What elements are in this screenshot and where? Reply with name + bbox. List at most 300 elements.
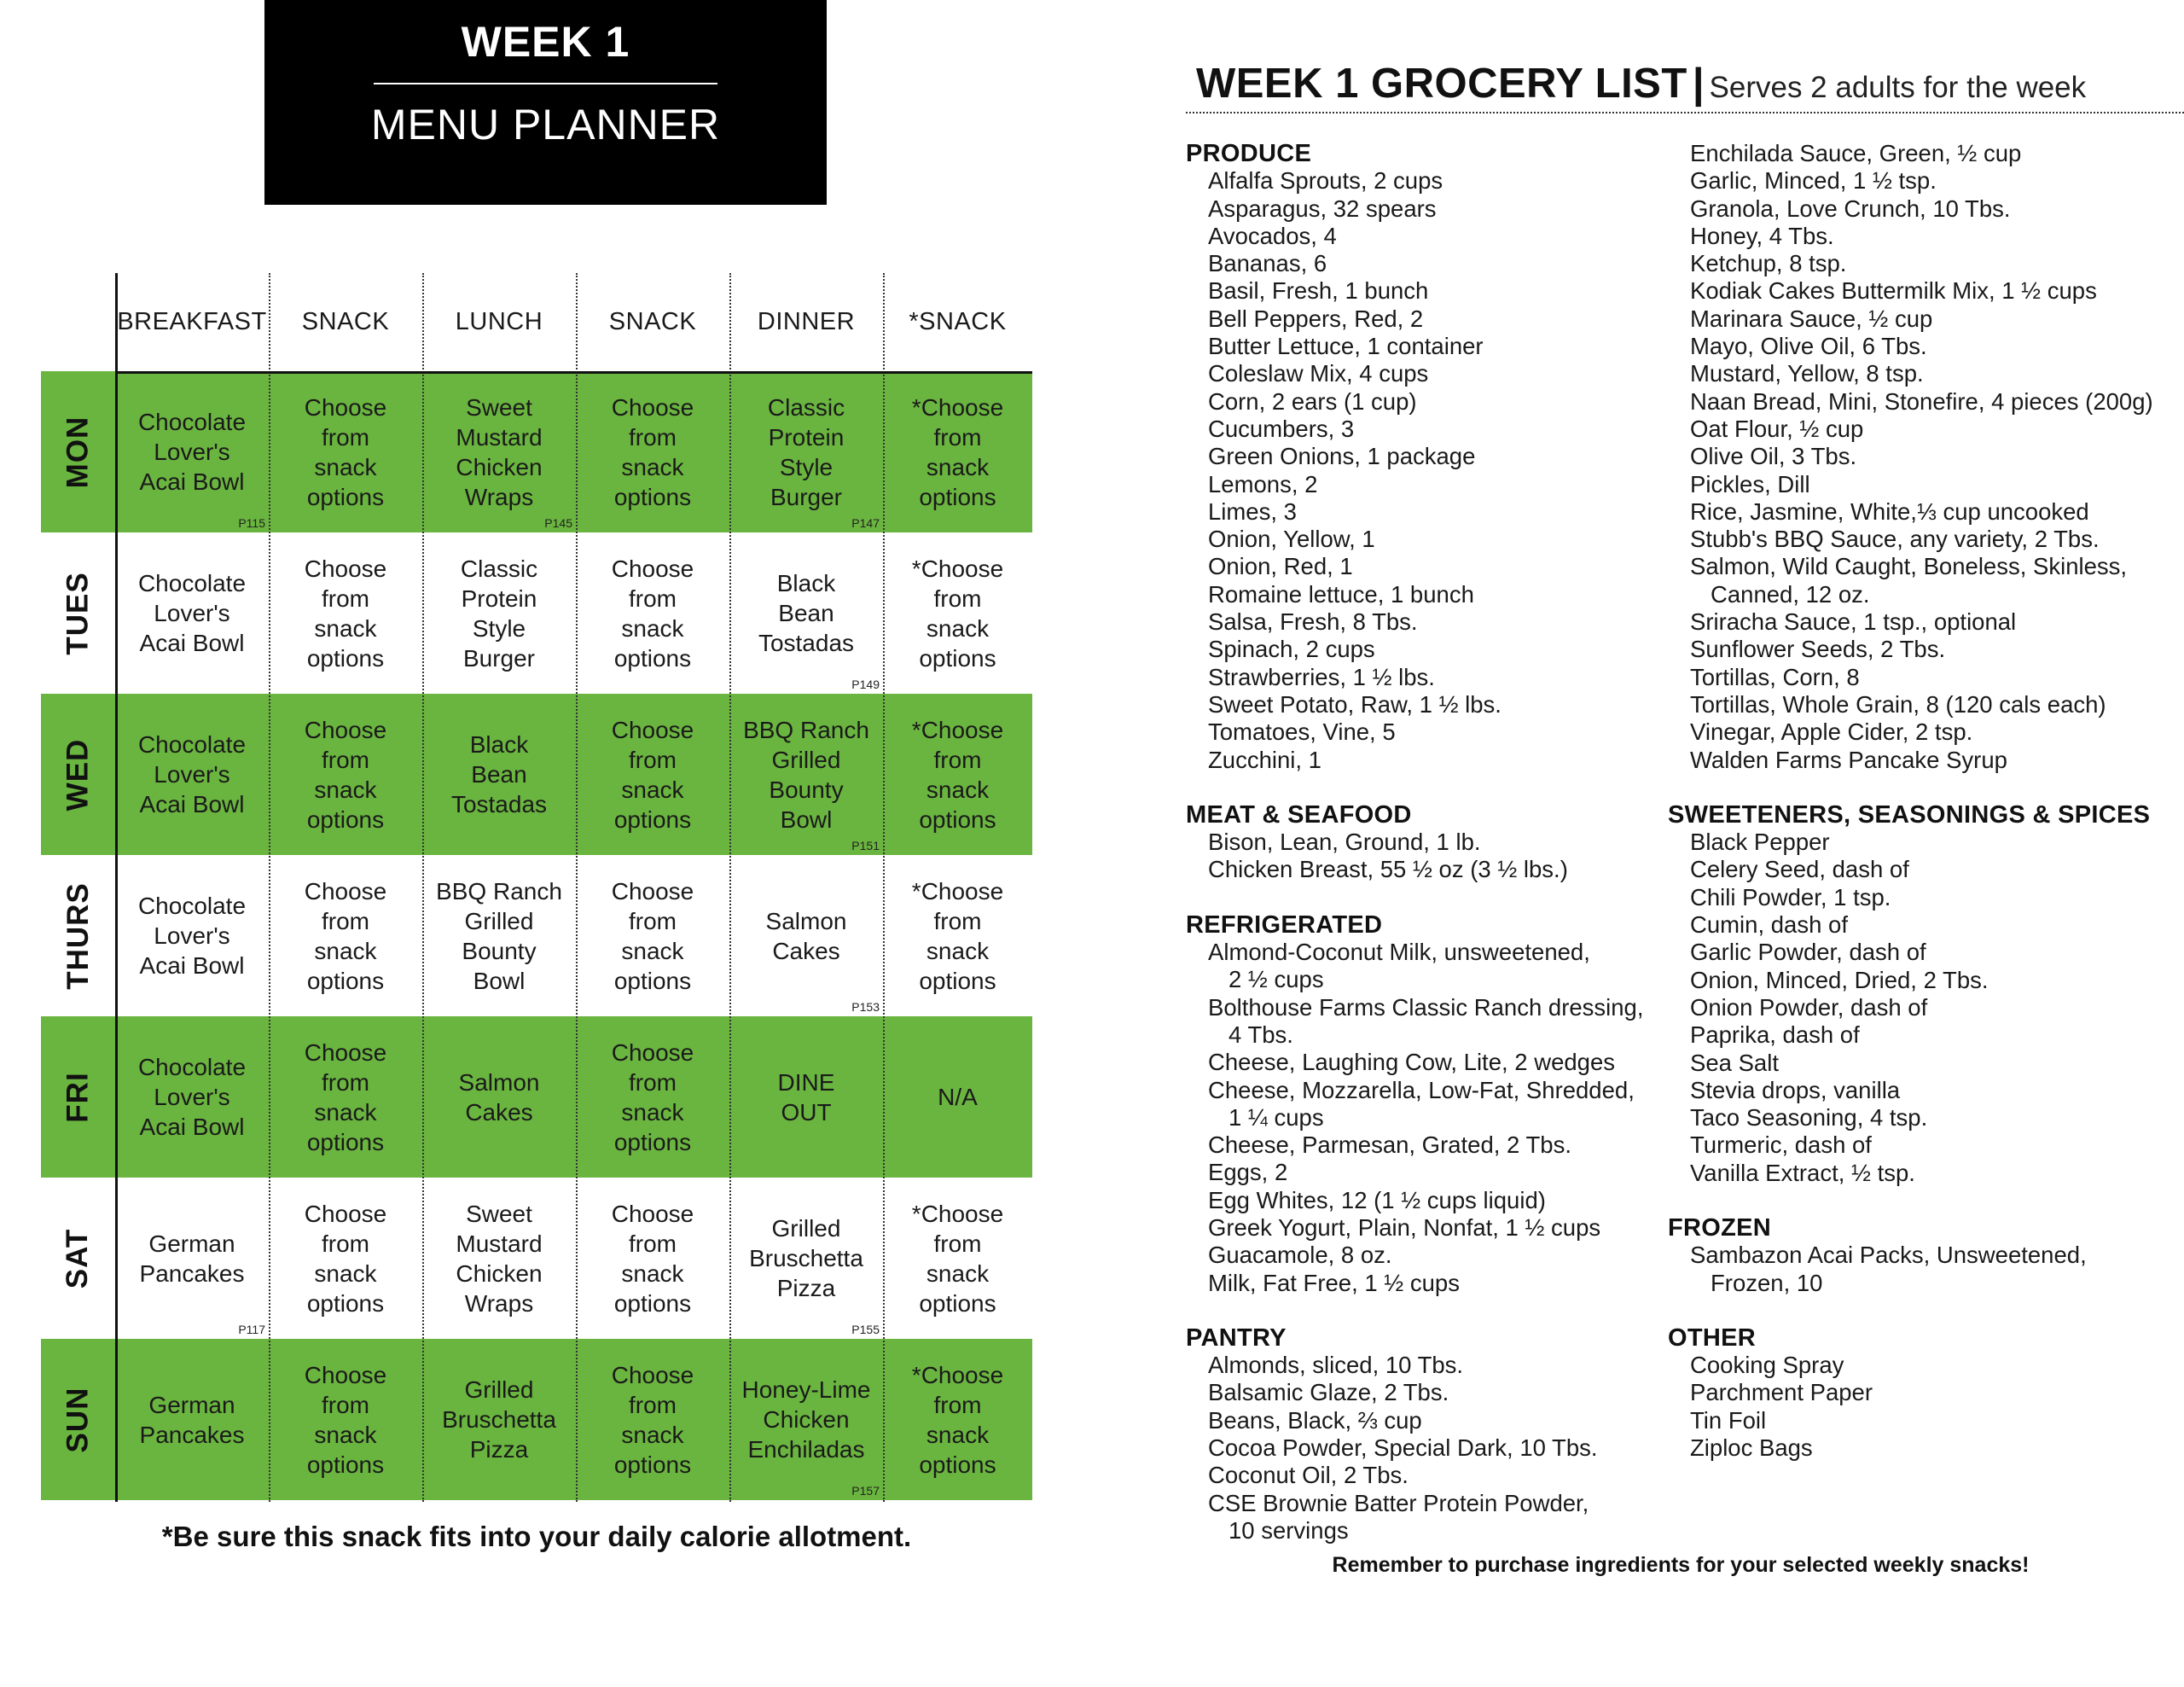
grocery-item [1186, 1434, 1681, 1462]
meal-text: BBQ Ranch Grilled Bounty Bowl [743, 716, 869, 833]
grocery-item-text: Oat Flour, ½ cup [1690, 415, 1864, 442]
meal-cell [422, 694, 576, 855]
grocery-item-text: Tin Foil [1690, 1406, 1767, 1434]
column-header: SNACK [301, 308, 390, 335]
grocery-section [1668, 1324, 2180, 1462]
grocery-item-text: Bell Peppers, Red, 2 [1208, 305, 1424, 332]
grocery-item [1668, 526, 2180, 553]
grocery-item [1186, 195, 1681, 223]
grocery-item [1186, 608, 1681, 636]
day-name: TUES [61, 571, 95, 655]
grocery-item [1186, 1159, 1681, 1186]
meal-text: Choose from snack options [304, 1038, 387, 1155]
grocery-title-line [1196, 60, 2086, 108]
grocery-item [1668, 305, 2180, 333]
grocery-item-text: Avocados, 4 [1208, 222, 1337, 249]
grocery-item [1186, 498, 1681, 526]
grocery-item-text: Cheese, Parmesan, Grated, 2 Tbs. [1208, 1131, 1571, 1159]
column-header: DINNER [757, 308, 856, 335]
title-divider [374, 83, 717, 84]
grocery-item [1668, 250, 2180, 277]
grocery-item-text: Chicken Breast, 55 ½ oz (3 ½ lbs.) [1208, 856, 1568, 883]
meal-cell [422, 371, 576, 532]
meal-cell [115, 371, 269, 532]
column-header: BREAKFAST [117, 308, 267, 335]
meal-cell [883, 371, 1032, 532]
grocery-item-text: Black Pepper [1690, 829, 1830, 856]
meal-text: Choose from snack options [611, 393, 694, 510]
grocery-item-continuation: 4 Tbs. [1228, 1021, 1293, 1048]
day-label [41, 1016, 115, 1178]
grocery-item [1186, 1049, 1681, 1076]
grocery-title: WEEK 1 GROCERY LIST [1196, 61, 1687, 107]
grocery-item-text: Stubb's BBQ Sauce, any variety, 2 Tbs. [1690, 526, 2100, 553]
grocery-item-continuation: Frozen, 10 [1711, 1269, 1823, 1296]
grocery-item-text: Granola, Love Crunch, 10 Tbs. [1690, 195, 2011, 222]
meal-cell [883, 1339, 1032, 1500]
grocery-item [1668, 1021, 2180, 1049]
grocery-item-text: Corn, 2 ears (1 cup) [1208, 387, 1417, 415]
day-label [41, 371, 115, 532]
meal-cell [422, 1016, 576, 1178]
grocery-item-text: Stevia drops, vanilla [1690, 1076, 1901, 1103]
meal-text: Choose from snack options [304, 1361, 387, 1478]
meal-cell [576, 532, 729, 694]
meal-cell [269, 855, 422, 1016]
grocery-item [1186, 1270, 1681, 1297]
grocery-item-text: Enchilada Sauce, Green, ½ cup [1690, 140, 2022, 166]
grocery-item-text: Ketchup, 8 tsp. [1690, 250, 1847, 277]
meal-text: Chocolate Lover's Acai Bowl [137, 570, 247, 656]
meal-text: *Choose from snack options [911, 877, 1004, 994]
grocery-item-text: Beans, Black, ⅔ cup [1208, 1406, 1422, 1434]
grocery-item [1668, 939, 2180, 966]
meal-text: Choose from snack options [304, 1200, 387, 1317]
meal-cell [576, 694, 729, 855]
grocery-item-text: Eggs, 2 [1208, 1159, 1288, 1186]
meal-text: Salmon Cakes [765, 907, 847, 964]
grocery-item [1668, 664, 2180, 691]
grocery-item [1186, 829, 1681, 856]
meal-cell [269, 1178, 422, 1339]
grocery-item-text: Bananas, 6 [1208, 250, 1327, 277]
grocery-item-text: Garlic Powder, dash of [1690, 939, 1926, 966]
section-heading: OTHER [1668, 1323, 1756, 1352]
grocery-item [1668, 636, 2180, 663]
grocery-item [1186, 664, 1681, 691]
grocery-item [1186, 1379, 1681, 1406]
meal-text: Choose from snack options [304, 716, 387, 833]
grocery-item [1186, 471, 1681, 498]
meal-cell [269, 532, 422, 694]
day-name: SAT [61, 1228, 95, 1289]
grocery-column-left [1186, 140, 1681, 1572]
grocery-section [1668, 801, 2180, 1187]
meal-text: Grilled Bruschetta Pizza [442, 1376, 556, 1463]
grocery-item [1186, 416, 1681, 443]
grocery-item-text: Rice, Jasmine, White,⅓ cup uncooked [1690, 497, 2089, 525]
meal-text: DINE OUT [777, 1068, 835, 1126]
grocery-item [1186, 1462, 1681, 1489]
grocery-item [1668, 1352, 2180, 1379]
menu-title-box [264, 0, 827, 205]
grocery-item [1668, 884, 2180, 911]
recipe-page-ref: P115 [238, 516, 265, 530]
snack-footnote: *Be sure this snack fits into your daily calorie allotment. [161, 1521, 912, 1552]
grocery-section [1668, 1214, 2180, 1297]
grocery-item-text: Green Onions, 1 package [1208, 443, 1476, 470]
grocery-item-continuation: 2 ½ cups [1228, 966, 1324, 993]
grocery-item [1668, 829, 2180, 856]
grocery-item-text: Pickles, Dill [1690, 470, 1810, 497]
grocery-item [1186, 223, 1681, 250]
grocery-item [1668, 608, 2180, 636]
meal-text: Choose from snack options [611, 877, 694, 994]
grocery-item-text: Tomatoes, Vine, 5 [1208, 718, 1396, 746]
grocery-item-text: Mustard, Yellow, 8 tsp. [1690, 360, 1924, 387]
grocery-item-text: Honey, 4 Tbs. [1690, 222, 1834, 249]
grocery-item [1186, 277, 1681, 305]
grocery-item-text: Onion, Red, 1 [1208, 553, 1353, 580]
grocery-item-text: Milk, Fat Free, 1 ½ cups [1208, 1269, 1460, 1296]
meal-text: *Choose from snack options [911, 393, 1004, 510]
day-name: THURS [61, 881, 95, 990]
meal-text: Choose from snack options [611, 555, 694, 672]
meal-cell [729, 1016, 883, 1178]
grocery-item [1668, 360, 2180, 387]
grocery-item [1668, 1160, 2180, 1187]
week-label: WEEK 1 [461, 18, 630, 66]
meal-cell [729, 1178, 883, 1339]
grocery-item [1668, 856, 2180, 883]
grocery-item [1186, 526, 1681, 553]
meal-text: Sweet Mustard Chicken Wraps [456, 393, 543, 510]
grocery-item [1186, 443, 1681, 470]
meal-cell [115, 1178, 269, 1339]
meal-cell [115, 694, 269, 855]
grocery-item-text: Ziploc Bags [1690, 1434, 1813, 1462]
grocery-item [1186, 305, 1681, 333]
recipe-page-ref: P149 [851, 678, 880, 691]
grocery-item [1186, 581, 1681, 608]
grocery-item-text: Almonds, sliced, 10 Tbs. [1208, 1352, 1464, 1379]
grocery-item [1186, 691, 1681, 718]
meal-text: Chocolate Lover's Acai Bowl [137, 1054, 247, 1140]
grocery-item [1668, 747, 2180, 774]
column-header: *SNACK [909, 308, 1007, 335]
grocery-item [1186, 250, 1681, 277]
grocery-item [1186, 939, 1681, 994]
grocery-item [1186, 1352, 1681, 1379]
grocery-section [1186, 801, 1681, 884]
grocery-item [1668, 994, 2180, 1021]
grocery-item [1668, 718, 2180, 746]
menu-planner-title: MENU PLANNER [370, 101, 721, 148]
grocery-item-text: Taco Seasoning, 4 tsp. [1690, 1104, 1928, 1131]
meal-text: Choose from snack options [304, 393, 387, 510]
grocery-item-text: Strawberries, 1 ½ lbs. [1208, 663, 1435, 690]
meal-text: Chocolate Lover's Acai Bowl [137, 409, 247, 495]
meal-text: Choose from snack options [304, 877, 387, 994]
grocery-item [1186, 553, 1681, 580]
grocery-item [1668, 195, 2180, 223]
meal-text: BBQ Ranch Grilled Bounty Bowl [436, 877, 562, 994]
column-divider [729, 273, 731, 1502]
grocery-item [1186, 636, 1681, 663]
grocery-item [1668, 1407, 2180, 1434]
grocery-item [1668, 140, 2180, 167]
grocery-item-text: Cocoa Powder, Special Dark, 10 Tbs. [1208, 1434, 1598, 1462]
meal-cell [269, 371, 422, 532]
grocery-item-text: Cheese, Mozzarella, Low-Fat, Shredded, [1208, 1076, 1635, 1103]
day-label [41, 855, 115, 1016]
day-name: SUN [61, 1387, 95, 1452]
meal-text: Chocolate Lover's Acai Bowl [137, 731, 247, 817]
grocery-item-text: Butter Lettuce, 1 container [1208, 333, 1484, 360]
meal-text: *Choose from snack options [911, 555, 1004, 672]
grocery-item [1668, 691, 2180, 718]
day-name: MON [61, 416, 95, 488]
grocery-item [1186, 1077, 1681, 1132]
grocery-item-text: Asparagus, 32 spears [1208, 195, 1437, 222]
meal-text: Classic Protein Style Burger [460, 555, 538, 672]
grocery-section [1186, 140, 1681, 774]
section-heading: PANTRY [1186, 1323, 1287, 1352]
recipe-page-ref: P153 [851, 1000, 880, 1014]
day-label [41, 1339, 115, 1500]
grocery-item-text: Sunflower Seeds, 2 Tbs. [1690, 636, 1946, 663]
meal-cell [883, 694, 1032, 855]
meal-cell [883, 1178, 1032, 1339]
grocery-item-text: Garlic, Minced, 1 ½ tsp. [1690, 167, 1937, 195]
grocery-item [1186, 1131, 1681, 1159]
grocery-item-text: Sriracha Sauce, 1 tsp., optional [1690, 608, 2017, 636]
grocery-item-text: Zucchini, 1 [1208, 746, 1321, 773]
grocery-section [1186, 911, 1681, 1297]
grocery-item-text: Paprika, dash of [1690, 1021, 1860, 1049]
grocery-item-text: Chili Powder, 1 tsp. [1690, 883, 1891, 910]
meal-text: Black Bean Tostadas [758, 570, 855, 656]
grocery-item-text: Vinegar, Apple Cider, 2 tsp. [1690, 718, 1973, 746]
grocery-item [1186, 1187, 1681, 1214]
meal-cell [269, 694, 422, 855]
grocery-item [1668, 1077, 2180, 1104]
meal-cell [729, 532, 883, 694]
meal-text: *Choose from snack options [911, 716, 1004, 833]
grocery-column-right [1668, 140, 2180, 1489]
meal-cell [883, 532, 1032, 694]
grocery-item-continuation: 10 servings [1228, 1516, 1349, 1544]
grocery-item-text: Spinach, 2 cups [1208, 636, 1375, 663]
grocery-item-text: Tortillas, Corn, 8 [1690, 663, 1860, 690]
meal-text: German Pancakes [139, 1230, 245, 1287]
grocery-item-text: Onion, Yellow, 1 [1208, 526, 1375, 553]
grocery-item [1668, 416, 2180, 443]
meal-text: Honey-Lime Chicken Enchiladas [741, 1376, 871, 1463]
grocery-item-text: Salsa, Fresh, 8 Tbs. [1208, 608, 1418, 636]
meal-text: Sweet Mustard Chicken Wraps [456, 1200, 543, 1317]
meal-text: German Pancakes [139, 1391, 245, 1448]
title-separator: | [1692, 61, 1705, 107]
grocery-item [1186, 360, 1681, 387]
grocery-section [1186, 1324, 1681, 1544]
meal-cell [269, 1339, 422, 1500]
meal-text: N/A [938, 1084, 978, 1110]
grocery-item-text: Sambazon Acai Packs, Unsweetened, [1690, 1242, 2087, 1269]
grocery-item [1668, 1434, 2180, 1462]
meal-cell [883, 1016, 1032, 1178]
section-heading: MEAT & SEAFOOD [1186, 800, 1412, 829]
grocery-item [1186, 1407, 1681, 1434]
meal-cell [729, 855, 883, 1016]
meal-cell [729, 694, 883, 855]
grocery-item-text: Walden Farms Pancake Syrup [1690, 746, 2007, 773]
grocery-item [1668, 167, 2180, 195]
meal-cell [115, 1016, 269, 1178]
column-divider [576, 273, 578, 1502]
grocery-item-text: Sweet Potato, Raw, 1 ½ lbs. [1208, 690, 1502, 718]
grocery-item-text: Balsamic Glaze, 2 Tbs. [1208, 1379, 1449, 1406]
meal-cell [576, 1016, 729, 1178]
recipe-page-ref: P117 [238, 1323, 265, 1336]
grocery-item-text: Salmon, Wild Caught, Boneless, Skinless, [1690, 553, 2128, 580]
grocery-item [1668, 1242, 2180, 1297]
meal-cell [115, 1339, 269, 1500]
grocery-item-text: Vanilla Extract, ½ tsp. [1690, 1159, 1915, 1186]
grocery-item-text: Coleslaw Mix, 4 cups [1208, 360, 1429, 387]
grocery-item-text: Cumin, dash of [1690, 911, 1848, 939]
meal-cell [115, 532, 269, 694]
grocery-item [1186, 167, 1681, 195]
grocery-item-text: Almond-Coconut Milk, unsweetened, [1208, 939, 1590, 966]
day-label [41, 1178, 115, 1339]
grocery-item-text: Mayo, Olive Oil, 6 Tbs. [1690, 333, 1927, 360]
grocery-item-text: Turmeric, dash of [1690, 1131, 1872, 1159]
grocery-item-text: Parchment Paper [1690, 1379, 1873, 1406]
grocery-item [1186, 1242, 1681, 1269]
meal-text: *Choose from snack options [911, 1361, 1004, 1478]
grocery-title-rule [1186, 112, 2184, 113]
grocery-footer-note: Remember to purchase ingredients for your selected weekly snacks! [1332, 1553, 2030, 1577]
meal-cell [576, 371, 729, 532]
grocery-item-text: Alfalfa Sprouts, 2 cups [1208, 167, 1443, 195]
day-name: WED [61, 738, 95, 811]
meal-text: Choose from snack options [611, 1038, 694, 1155]
grocery-item-text: Limes, 3 [1208, 497, 1297, 525]
day-label [41, 532, 115, 694]
grocery-item [1668, 1050, 2180, 1077]
grocery-item [1186, 856, 1681, 883]
grocery-item-text: Kodiak Cakes Buttermilk Mix, 1 ½ cups [1690, 277, 2097, 305]
grocery-item-text: Olive Oil, 3 Tbs. [1690, 443, 1857, 470]
day-label [41, 694, 115, 855]
section-heading: REFRIGERATED [1186, 910, 1383, 939]
grocery-item-text: Marinara Sauce, ½ cup [1690, 305, 1933, 332]
grocery-item [1186, 333, 1681, 360]
meal-cell [729, 1339, 883, 1500]
meal-cell [729, 371, 883, 532]
day-name: FRI [61, 1071, 95, 1123]
grocery-item-text: Onion Powder, dash of [1690, 993, 1928, 1021]
meal-cell [883, 855, 1032, 1016]
recipe-page-ref: P151 [851, 839, 880, 852]
grocery-item [1186, 1214, 1681, 1242]
section-heading: PRODUCE [1186, 140, 1312, 167]
grocery-item [1186, 1490, 1681, 1545]
grocery-item [1668, 1104, 2180, 1131]
grocery-item [1668, 388, 2180, 416]
meal-cell [422, 532, 576, 694]
grocery-item-text: Coconut Oil, 2 Tbs. [1208, 1462, 1409, 1489]
meal-text: Black Bean Tostadas [450, 731, 548, 817]
section-heading: FROZEN [1668, 1213, 1772, 1242]
meal-cell [422, 1178, 576, 1339]
grocery-item-text: Bison, Lean, Ground, 1 lb. [1208, 829, 1481, 856]
grocery-item-text: Cucumbers, 3 [1208, 415, 1355, 442]
meal-cell [576, 1178, 729, 1339]
header-rule [115, 371, 1032, 374]
grocery-item [1668, 471, 2180, 498]
section-heading: SWEETENERS, SEASONINGS & SPICES [1668, 800, 2151, 829]
grocery-item [1668, 223, 2180, 250]
grocery-item-text: Naan Bread, Mini, Stonefire, 4 pieces (200g) [1690, 387, 2153, 415]
grocery-item-text: Tortillas, Whole Grain, 8 (120 cals each) [1690, 690, 2106, 718]
column-header: SNACK [608, 308, 697, 335]
meal-cell [269, 1016, 422, 1178]
grocery-item-text: Sea Salt [1690, 1049, 1779, 1076]
column-divider [883, 273, 885, 1502]
pantry-continued-list [1668, 140, 2180, 774]
grocery-item-text: Onion, Minced, Dried, 2 Tbs. [1690, 966, 1989, 993]
grocery-item [1186, 388, 1681, 416]
meal-cell [576, 1339, 729, 1500]
grocery-item [1186, 747, 1681, 774]
menu-planner-table [41, 273, 1032, 1502]
grocery-item-text: CSE Brownie Batter Protein Powder, [1208, 1489, 1589, 1516]
meal-text: Chocolate Lover's Acai Bowl [137, 893, 247, 979]
meal-cell [576, 855, 729, 1016]
grocery-item-text: Greek Yogurt, Plain, Nonfat, 1 ½ cups [1208, 1213, 1601, 1241]
grocery-item [1668, 1131, 2180, 1159]
grocery-item-text: Celery Seed, dash of [1690, 856, 1909, 883]
meal-text: Choose from snack options [304, 555, 387, 672]
column-header: LUNCH [455, 308, 543, 335]
grocery-item-text: Cheese, Laughing Cow, Lite, 2 wedges [1208, 1049, 1615, 1076]
grocery-item [1668, 498, 2180, 526]
recipe-page-ref: P155 [851, 1323, 880, 1336]
grocery-item-text: Egg Whites, 12 (1 ½ cups liquid) [1208, 1186, 1546, 1213]
meal-text: Classic Protein Style Burger [767, 393, 845, 510]
meal-text: Choose from snack options [611, 1200, 694, 1317]
recipe-page-ref: P157 [851, 1484, 880, 1498]
grocery-item-text: Bolthouse Farms Classic Ranch dressing, [1208, 993, 1644, 1021]
grocery-item [1668, 443, 2180, 470]
grocery-subtitle: Serves 2 adults for the week [1709, 71, 2087, 104]
grocery-item [1186, 994, 1681, 1050]
grocery-item [1668, 333, 2180, 360]
grocery-item-text: Romaine lettuce, 1 bunch [1208, 580, 1474, 608]
meal-cell [115, 855, 269, 1016]
grocery-item [1668, 553, 2180, 608]
recipe-page-ref: P147 [851, 516, 880, 530]
grocery-item-text: Basil, Fresh, 1 bunch [1208, 277, 1429, 305]
grocery-item [1668, 1379, 2180, 1406]
recipe-page-ref: P145 [544, 516, 572, 530]
column-divider [269, 273, 270, 1502]
meal-text: Grilled Bruschetta Pizza [749, 1215, 863, 1301]
meal-text: Choose from snack options [611, 1361, 694, 1478]
grocery-item-continuation: 1 ¼ cups [1228, 1103, 1324, 1131]
